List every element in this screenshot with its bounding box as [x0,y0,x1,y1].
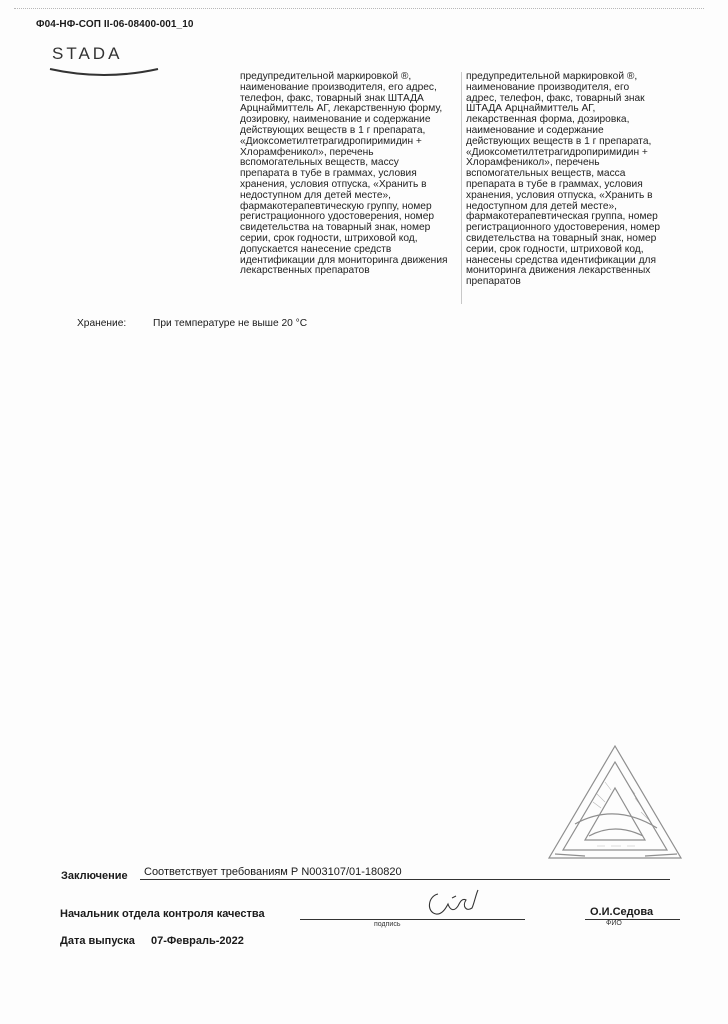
text-line: Арцнаймиттель АГ, лекарственную форму, [240,103,443,115]
text-line: свидетельства на товарный знак, номер [466,232,657,244]
text-line: фармакотерапевтическую группу, номер [240,200,432,212]
text-line: регистрационного удостоверения, номер [466,222,661,234]
name-caption: ФИО [606,920,622,927]
text-line: свидетельства на товарный знак, номер [240,222,431,234]
right-column-text [466,72,666,288]
text-line: действующих веществ в 1 г препарата, [466,135,652,147]
storage-value: При температуре не выше 20 °C [153,318,308,329]
text-line: недоступном для детей месте», [466,200,618,212]
signer-name: О.И.Седова [590,906,654,918]
conclusion-underline [140,879,670,880]
text-line: хранения, условия отпуска, «Хранить в [466,189,653,201]
signature-underline [300,919,525,920]
text-line: хранения, условия отпуска, «Хранить в [240,178,427,190]
text-line: адрес, телефон, факс, товарный знак [466,92,645,104]
text-line: наименование и содержание [466,124,604,136]
left-column-text [240,72,460,277]
conclusion-value: Соответствует требованиям Р N003107/01-180820 [144,866,402,878]
logo-swoosh-icon [48,57,160,79]
text-line: дозировку, наименование и содержание [240,114,431,126]
name-underline [585,919,680,920]
text-line: препаратов [466,276,521,288]
text-line: препарата в тубе в граммах, условия [240,168,417,180]
text-line: лекарственная форма, дозировка, [466,114,630,126]
text-line: действующих веществ в 1 г препарата, [240,124,426,136]
signature-caption: подпись [374,921,401,928]
text-line: недоступном для детей месте», [240,189,392,201]
top-dotted-rule [14,8,704,9]
storage-label: Хранение: [77,318,127,329]
conclusion-label: Заключение [61,870,128,882]
text-line: предупредительной маркировкой ®, [466,71,638,82]
text-line: «Диоксометилтетрагидропиримидин + [466,146,648,158]
text-line: ШТАДА Арцнаймиттель АГ, [466,103,596,115]
text-line: вспомогательных веществ, масса [466,168,626,180]
department-head-label: Начальник отдела контроля качества [60,908,265,920]
text-line: Хлорамфеникол», перечень [466,157,600,169]
text-line: Хлорамфеникол», перечень [240,146,374,158]
text-line: серии, срок годности, штриховой код, [240,232,418,244]
text-line: нанесены средства идентификации для [466,254,656,266]
text-line: наименование производителя, его адрес, [240,81,437,93]
text-line: наименование производителя, его [466,81,630,93]
column-divider [461,72,462,304]
text-line: допускается нанесение средств [240,243,392,255]
qc-stamp-icon [545,742,685,864]
text-line: фармакотерапевтическая группа, номер [466,211,658,223]
release-date-value: 07-Февраль-2022 [151,935,244,947]
text-line: серии, срок годности, штриховой код, [466,243,644,255]
text-line: регистрационного удостоверения, номер [240,211,435,223]
handwritten-signature-icon [422,886,482,920]
stada-logo [48,44,160,78]
text-line: мониторинга движения лекарственных [466,265,651,277]
text-line: «Диоксометилтетрагидропиримидин + [240,135,422,147]
release-date-label: Дата выпуска [60,935,135,947]
text-line: предупредительной маркировкой ®, [240,71,412,82]
text-line: вспомогательных веществ, массу [240,157,399,169]
document-id: Ф04-НФ-СОП II-06-08400-001_10 [36,19,194,30]
text-line: телефон, факс, товарный знак ШТАДА [240,92,424,104]
text-line: лекарственных препаратов [240,265,370,277]
logo-text: STADA [52,44,123,63]
text-line: препарата в тубе в граммах, условия [466,178,643,190]
text-line: идентификации для мониторинга движения [240,254,448,266]
